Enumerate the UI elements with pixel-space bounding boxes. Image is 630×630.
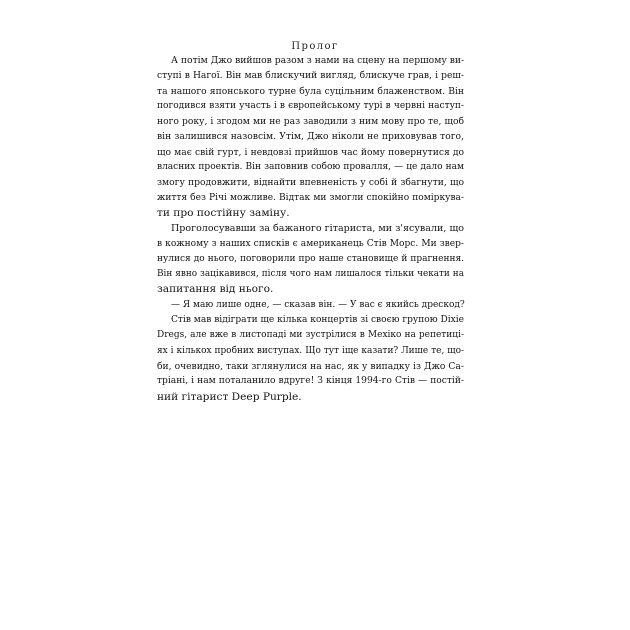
text-line: Dregs, але вже в листопаді ми зустрілися в Мехіко на репетиці- xyxy=(157,330,464,341)
text-line: ступі в Нагої. Він мав блискучий вигляд, блискуче грав, і реш- xyxy=(157,70,464,82)
text-line: би, очевидно, таки зглянулися на нас, як у випадку із Джо Са- xyxy=(157,360,464,372)
text-line: — Я маю лише одне, — сказав він. — У вас є якийсь дрескод? xyxy=(171,299,465,310)
text-line: в кожному з наших списків є американець Стів Морс. Ми звер- xyxy=(157,238,464,249)
text-line: змогу продовжити, віднайти впевненість у собі й збагнути, що xyxy=(157,177,464,189)
text-line: що має свій гурт, і невдовзі прийшов час йому повернутися до xyxy=(157,146,464,158)
text-line: ти про постійну заміну. xyxy=(157,206,290,219)
body-text xyxy=(157,53,464,405)
text-line: Він явно зацікавився, після чого нам лишалося тільки чекати на xyxy=(157,269,464,280)
text-line: ях і кількох пробних виступах. Що тут іще казати? Лише те, що- xyxy=(157,345,464,356)
text-line: ного року, і згодом ми не раз заводили з ним мову про те, щоб xyxy=(157,116,464,128)
text-line: А потім Джо вийшов разом з нами на сцену на першому ви- xyxy=(171,55,465,66)
text-line: ний гітарист Deep Purple. xyxy=(157,390,302,403)
running-head: Пролог xyxy=(291,41,339,52)
text-line: нулися до нього, поговорили про наше становище й прагнення. xyxy=(157,253,464,264)
text-line: Стів мав відіграти ще кілька концертів зі своєю групою Dixie xyxy=(171,315,464,326)
text-line: життя без Річі можливе. Відтак ми змогли спокійно поміркува- xyxy=(157,192,464,203)
text-line: тріані, і нам поталанило вдруге! З кінця 1994-го Стів — постій- xyxy=(157,376,464,387)
text-line: погодився взяти участь і в європейському турі в червні наступ- xyxy=(157,100,464,111)
text-line: запитання від нього. xyxy=(157,283,274,296)
text-line: Проголосувавши за бажаного гітариста, ми з'ясували, що xyxy=(171,223,464,235)
text-line: власних проектів. Він заповнив собою провалля, — це дало нам xyxy=(157,162,464,173)
text-line: він залишився назовсім. Утім, Джо ніколи не приховував того, xyxy=(157,131,464,143)
text-line: та нашого японського турне була суцільним блаженством. Він xyxy=(157,85,464,97)
